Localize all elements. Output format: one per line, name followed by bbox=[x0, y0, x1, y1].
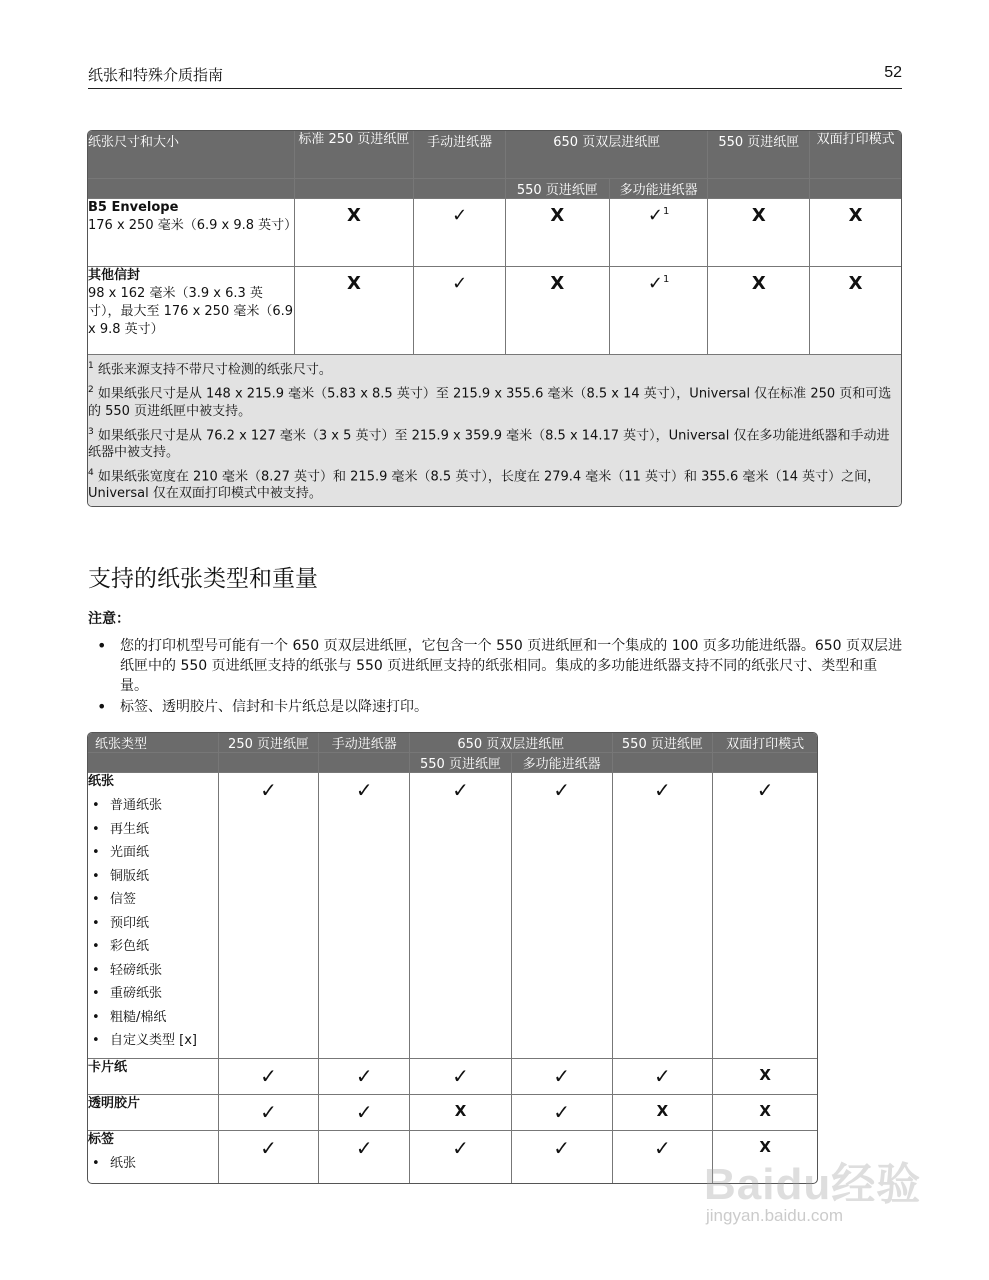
cell-value: X bbox=[656, 1102, 669, 1120]
section-title: 支持的纸张类型和重量 bbox=[88, 566, 318, 592]
cell-value: ✓ bbox=[260, 1100, 277, 1124]
cell-value: X bbox=[759, 1138, 771, 1156]
subheader-tray550: 550 页进纸匣 bbox=[506, 179, 610, 199]
cell-value: X bbox=[346, 205, 361, 226]
row-name: 纸张 bbox=[88, 774, 115, 789]
list-item: • 铜版纸 bbox=[88, 865, 218, 889]
list-item: • 信签 bbox=[88, 888, 218, 912]
list-item: • 轻磅纸张 bbox=[88, 959, 218, 983]
table-row bbox=[88, 267, 901, 355]
paper-size-table bbox=[87, 130, 902, 507]
cell-value: X bbox=[346, 273, 361, 294]
cell-value: X bbox=[454, 1102, 467, 1120]
list-item: • 再生纸 bbox=[88, 818, 218, 842]
cell-value: ✓ bbox=[647, 273, 663, 294]
footnote: $^4$ 如果纸张宽度在 210 毫米（8.27 英寸）和 215.9 毫米（8.5 英寸），长度在 279.4 毫米（11 英寸）和 355.6 毫米（14 英寸）之间，Universal 仅在双面打印模式中被支持。 bbox=[88, 467, 881, 502]
table-row bbox=[88, 1059, 817, 1095]
header-duplex: 双面打印模式 bbox=[713, 733, 817, 753]
cell-value: X bbox=[751, 205, 766, 226]
cell-value: X bbox=[848, 205, 863, 226]
footnote: $^2$ 如果纸张尺寸是从 148 x 215.9 毫米（5.83 x 8.5 英寸）至 215.9 x 355.6 毫米（8.5 x 14 英寸），Universal 仅在标准 250 页和可选的 550 页进纸匣中被支持。 bbox=[88, 385, 892, 419]
cell-value: ✓ bbox=[654, 778, 671, 802]
watermark bbox=[692, 1130, 942, 1240]
type-list bbox=[88, 1152, 218, 1176]
footnotes bbox=[88, 355, 901, 506]
page-header bbox=[88, 62, 902, 89]
header-type: 纸张类型 bbox=[88, 733, 219, 753]
header-tray250: 标准 250 页进纸匣 bbox=[295, 131, 415, 179]
list-item: • 预印纸 bbox=[88, 912, 218, 936]
cell-value: ✓ bbox=[647, 205, 663, 226]
cell-value: ✓ bbox=[355, 1136, 373, 1160]
list-item: • 重磅纸张 bbox=[88, 982, 218, 1006]
list-item: • 光面纸 bbox=[88, 841, 218, 865]
page-number: 52 bbox=[884, 64, 902, 81]
cell-value: ✓ bbox=[654, 1136, 671, 1160]
cell-value: ✓ bbox=[452, 205, 468, 226]
row-name: 透明胶片 bbox=[88, 1096, 141, 1111]
cell-value: X bbox=[550, 205, 565, 226]
header-size: 纸张尺寸和大小 bbox=[88, 131, 295, 179]
header-tray550: 550 页进纸匣 bbox=[613, 733, 714, 753]
header-manual: 手动进纸器 bbox=[319, 733, 410, 753]
header-tray250: 250 页进纸匣 bbox=[219, 733, 320, 753]
footnote: $^3$ 如果纸张尺寸是从 76.2 x 127 毫米（3 x 5 英寸）至 215.9 x 359.9 毫米（8.5 x 14.17 英寸），Universal 仅在多功能进纸器和手动进纸器中被支持。 bbox=[88, 426, 890, 460]
cell-value: ✓ bbox=[452, 1064, 469, 1088]
table-row bbox=[88, 199, 901, 267]
subheader-mpf: 多功能进纸器 bbox=[610, 179, 709, 199]
row-desc: 176 x 250 毫米（6.9 x 9.8 英寸） bbox=[88, 218, 298, 233]
header-tray650: 650 页双层进纸匣 bbox=[410, 733, 612, 753]
cell-value: X bbox=[751, 273, 766, 294]
cell-value: X bbox=[759, 1066, 771, 1084]
row-name: 标签 bbox=[88, 1132, 115, 1147]
cell-value: ✓ bbox=[553, 1136, 571, 1160]
cell-value: ✓ bbox=[260, 778, 277, 802]
subheader-tray550: 550 页进纸匣 bbox=[410, 753, 512, 773]
table-row bbox=[88, 773, 817, 1059]
cell-value: ✓ bbox=[355, 1100, 373, 1124]
row-name: 其他信封 bbox=[88, 268, 141, 283]
type-list bbox=[88, 794, 218, 1053]
cell-value: ✓ bbox=[260, 1064, 277, 1088]
cell-value: ✓ bbox=[553, 778, 571, 802]
table-row bbox=[88, 1095, 817, 1131]
note-label: 注意： bbox=[88, 611, 130, 627]
cell-value: ✓ bbox=[260, 1136, 277, 1160]
list-item: • 标签、透明胶片、信封和卡片纸总是以降速打印。 bbox=[95, 697, 903, 717]
note-list bbox=[95, 636, 903, 718]
cell-value: ✓ bbox=[452, 778, 469, 802]
paper-type-table bbox=[87, 732, 818, 1184]
running-title: 纸张和特殊介质指南 bbox=[88, 66, 224, 84]
cell-value: ✓ bbox=[756, 778, 774, 802]
baidu-logo: Baidu经验 bbox=[704, 1160, 922, 1209]
subheader-mpf: 多功能进纸器 bbox=[512, 753, 613, 773]
cell-value: X bbox=[848, 273, 863, 294]
row-name: B5 Envelope bbox=[88, 200, 179, 215]
row-name: 卡片纸 bbox=[88, 1060, 128, 1075]
list-item: • 彩色纸 bbox=[88, 935, 218, 959]
cell-value: ✓ bbox=[355, 778, 373, 802]
list-item: • 您的打印机型号可能有一个 650 页双层进纸匣，它包含一个 550 页进纸匣和一个集成的 100 页多功能进纸器。650 页双层进纸匣中的 550 页进纸匣支持的纸张与 550 页进纸匣支持的纸张相同。集成的多功能进纸器支持不同的纸张尺寸、类型和重量。 bbox=[95, 636, 903, 696]
cell-value: X bbox=[550, 273, 565, 294]
cell-value: ✓ bbox=[553, 1064, 571, 1088]
header-tray550: 550 页进纸匣 bbox=[708, 131, 810, 179]
list-item: • 自定义类型 [x] bbox=[88, 1029, 218, 1053]
cell-value: ✓ bbox=[553, 1100, 571, 1124]
footnote: $^1$ 纸张来源支持不带尺寸检测的纸张尺寸。 bbox=[88, 361, 332, 378]
header-tray650: 650 页双层进纸匣 bbox=[506, 131, 708, 179]
list-item: • 普通纸张 bbox=[88, 794, 218, 818]
cell-value: X bbox=[759, 1102, 771, 1120]
footnote-ref: 1 bbox=[662, 206, 670, 217]
header-manual: 手动进纸器 bbox=[414, 131, 506, 179]
cell-value: ✓ bbox=[654, 1064, 671, 1088]
list-item: • 粗糙/棉纸 bbox=[88, 1006, 218, 1030]
header-duplex: 双面打印模式 bbox=[810, 131, 901, 179]
cell-value: ✓ bbox=[452, 273, 468, 294]
footnote-ref: 1 bbox=[662, 274, 670, 285]
watermark-url: jingyan.baidu.com bbox=[706, 1206, 844, 1225]
cell-value: ✓ bbox=[452, 1136, 469, 1160]
row-desc: 98 x 162 毫米（3.9 x 6.3 英寸），最大至 176 x 250 毫米（6.9 x 9.8 英寸） bbox=[88, 286, 294, 337]
list-item: • 纸张 bbox=[88, 1152, 218, 1176]
cell-value: ✓ bbox=[355, 1064, 373, 1088]
